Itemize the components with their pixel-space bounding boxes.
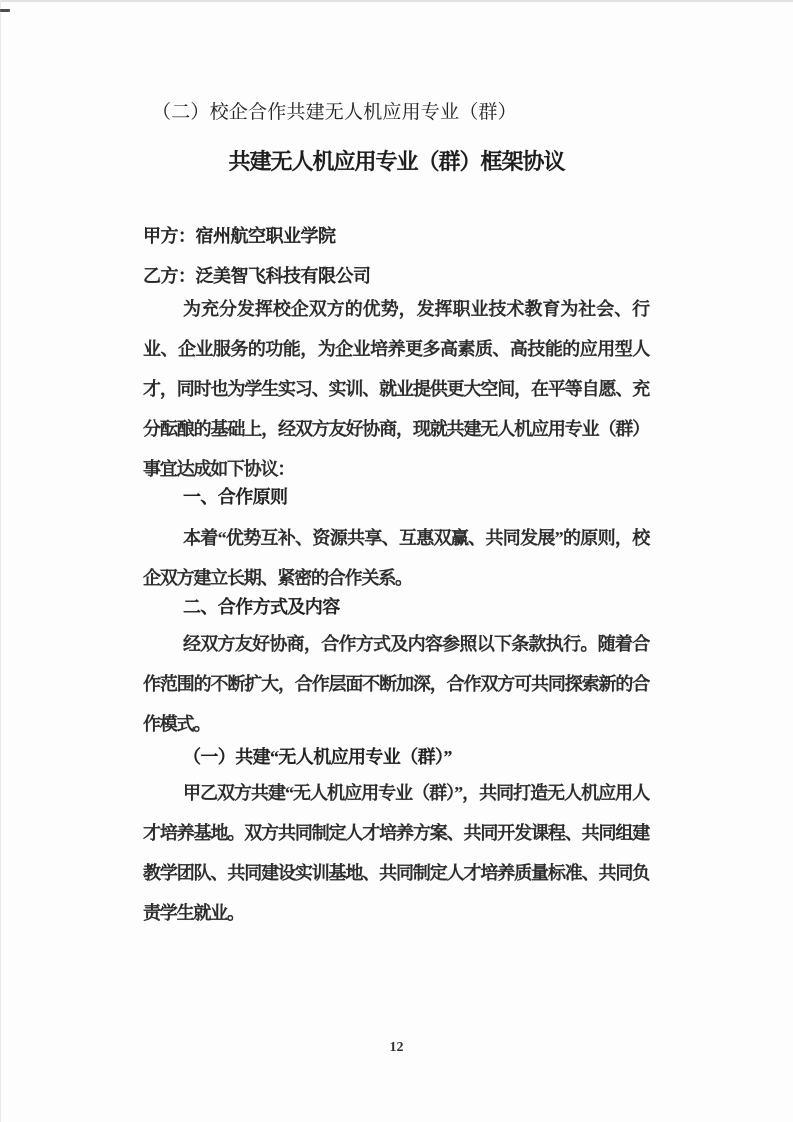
party-a-name: 宿州航空职业学院 xyxy=(195,226,336,246)
document-title: 共建无人机应用专业（群）框架协议 xyxy=(228,149,565,174)
scan-edge-top xyxy=(0,0,793,2)
party-a-label: 甲方： xyxy=(143,226,196,246)
subsection-1-paragraph: 甲乙双方共建“无人机应用专业（群）”，共同打造无人机应用人才培养基地。双方共同制定人才培养方案、共同开发课程、共同组建教学团队、共同建设实训基地、共同制定人才培养质量标准、共同负责学生就业。 xyxy=(143,783,649,923)
party-b-row xyxy=(143,263,649,289)
section-1-heading: 一、合作原则 xyxy=(183,487,288,507)
section-2-paragraph: 经双方友好协商，合作方式及内容参照以下条款执行。随着合作范围的不断扩大，合作层面不断加深，合作双方可共同探索新的合作模式。 xyxy=(143,634,649,734)
preamble-paragraph: 为充分发挥校企双方的优势，发挥职业技术教育为社会、行业、企业服务的功能，为企业培养更多高素质、高技能的应用型人才，同时也为学生实习、实训、就业提供更大空间，在平等自愿、充分酝酿的基础上，经双方友好协商，现就共建无人机应用专业（群）事宜达成如下协议： xyxy=(143,299,649,479)
section-heading: （二）校企合作共建无人机应用专业（群） xyxy=(152,102,517,123)
page-number: 12 xyxy=(389,1040,404,1055)
subsection-1-heading: （一）共建“无人机应用专业（群）” xyxy=(183,747,452,767)
party-b-name: 泛美智飞科技有限公司 xyxy=(195,266,371,286)
scan-artifact-mark xyxy=(0,9,10,12)
section-1-paragraph: 本着“优势互补、资源共享、互惠双赢、共同发展”的原则，校企双方建立长期、紧密的合作关系。 xyxy=(143,528,649,588)
section-2-heading: 二、合作方式及内容 xyxy=(183,597,340,617)
party-b-label: 乙方： xyxy=(143,266,196,286)
party-a-row xyxy=(143,223,649,249)
